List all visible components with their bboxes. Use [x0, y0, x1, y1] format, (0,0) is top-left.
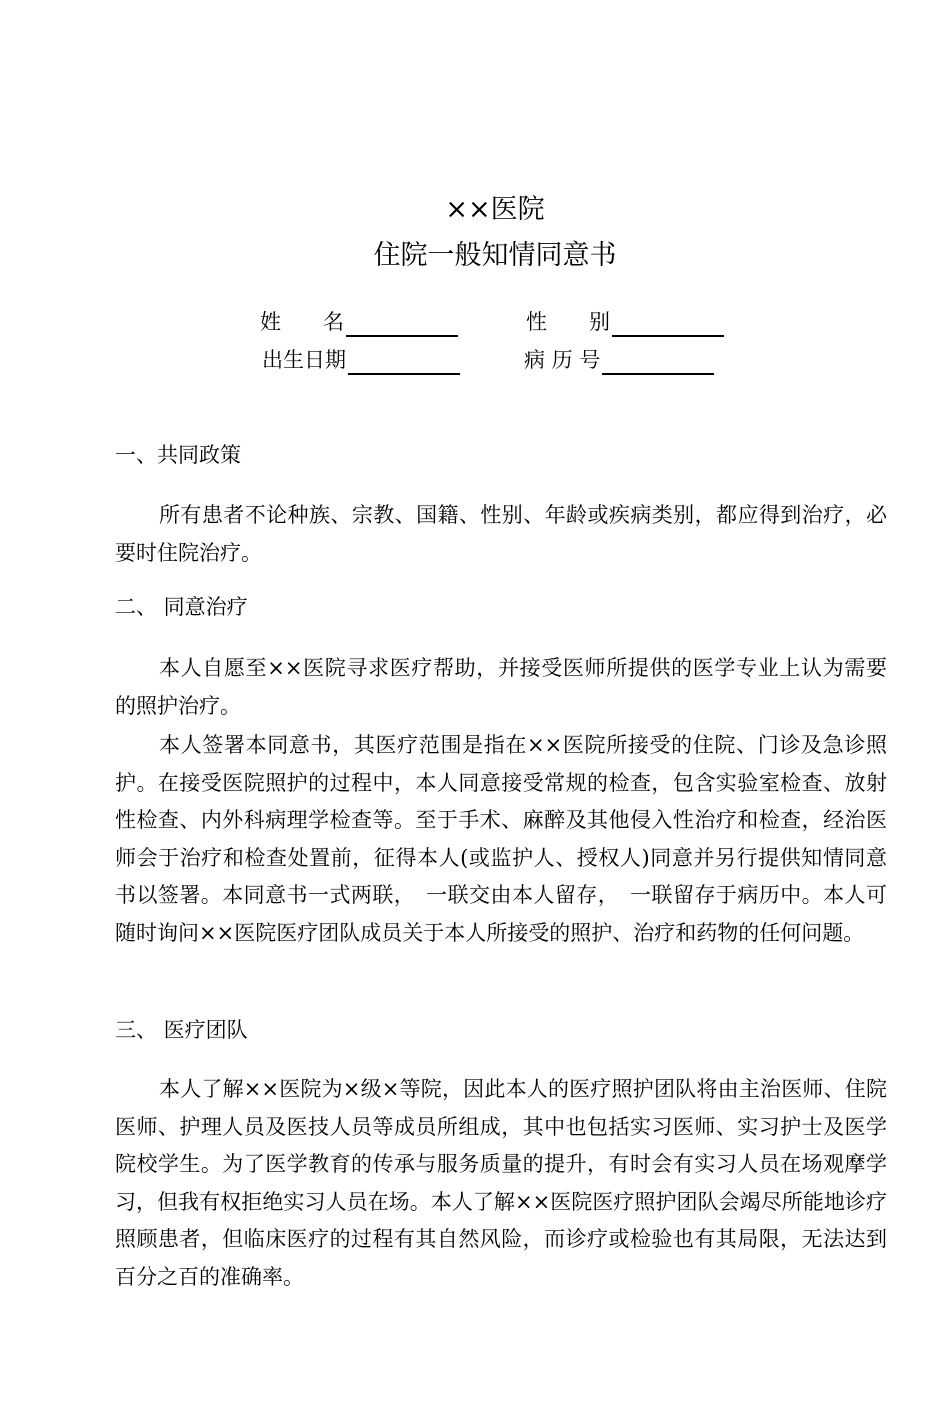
name-label: 姓 名	[260, 310, 344, 334]
record-number-field	[524, 345, 714, 375]
gender-field	[526, 307, 724, 337]
birth-date-label: 出生日期	[262, 348, 346, 372]
hospital-name: ××医院	[445, 194, 545, 225]
section-2-heading: 二、 同意治疗	[115, 595, 248, 619]
gender-blank-line[interactable]	[612, 311, 724, 337]
record-number-blank-line[interactable]	[602, 349, 714, 375]
section-3-paragraph-1: 本人了解××医院为×级×等院，因此本人的医疗照护团队将由主治医师、住院医师、护理人员及医技人员等成员所组成，其中也包括实习医师、实习护士及医学院校学生。为了医学教育的传承与服务质量的提升，有时会有实习人员在场观摩学习，但我有权拒绝实习人员在场。本人了解××医院医疗照护团队会竭尽所能地诊疗照顾患者，但临床医疗的过程有其自然风险，而诊疗或检验也有其局限，无法达到百分之百的准确率。	[115, 1077, 887, 1289]
gender-label: 性 别	[526, 310, 610, 334]
record-number-label: 病 历 号	[524, 348, 601, 372]
name-field	[260, 307, 458, 337]
section-2-paragraph-1: 本人自愿至××医院寻求医疗帮助，并接受医师所提供的医学专业上认为需要的照护治疗。	[115, 656, 887, 718]
section-1-heading: 一、共同政策	[115, 443, 241, 467]
section-2-paragraph-2: 本人签署本同意书，其医疗范围是指在××医院所接受的住院、门诊及急诊照护。在接受医院照护的过程中，本人同意接受常规的检查，包含实验室检查、放射性检查、内外科病理学检查等。至于手术、麻醉及其他侵入性治疗和检查，经治医师会于治疗和检查处置前，征得本人(或监护人、授权人)同意并另行提供知情同意书以签署。本同意书一式两联， 一联交由本人留存， 一联留存于病历中。本人可随时询问××医院医疗团队成员关于本人所接受的照护、治疗和药物的任何问题。	[115, 733, 887, 945]
section-1-paragraph-1: 所有患者不论种族、宗教、国籍、性别、年龄或疾病类别，都应得到治疗，必要时住院治疗。	[115, 503, 887, 565]
form-title: 住院一般知情同意书	[373, 240, 617, 271]
birth-date-blank-line[interactable]	[348, 349, 460, 375]
section-3-heading: 三、 医疗团队	[115, 1018, 248, 1042]
name-blank-line[interactable]	[346, 311, 458, 337]
birth-date-field	[262, 345, 460, 375]
